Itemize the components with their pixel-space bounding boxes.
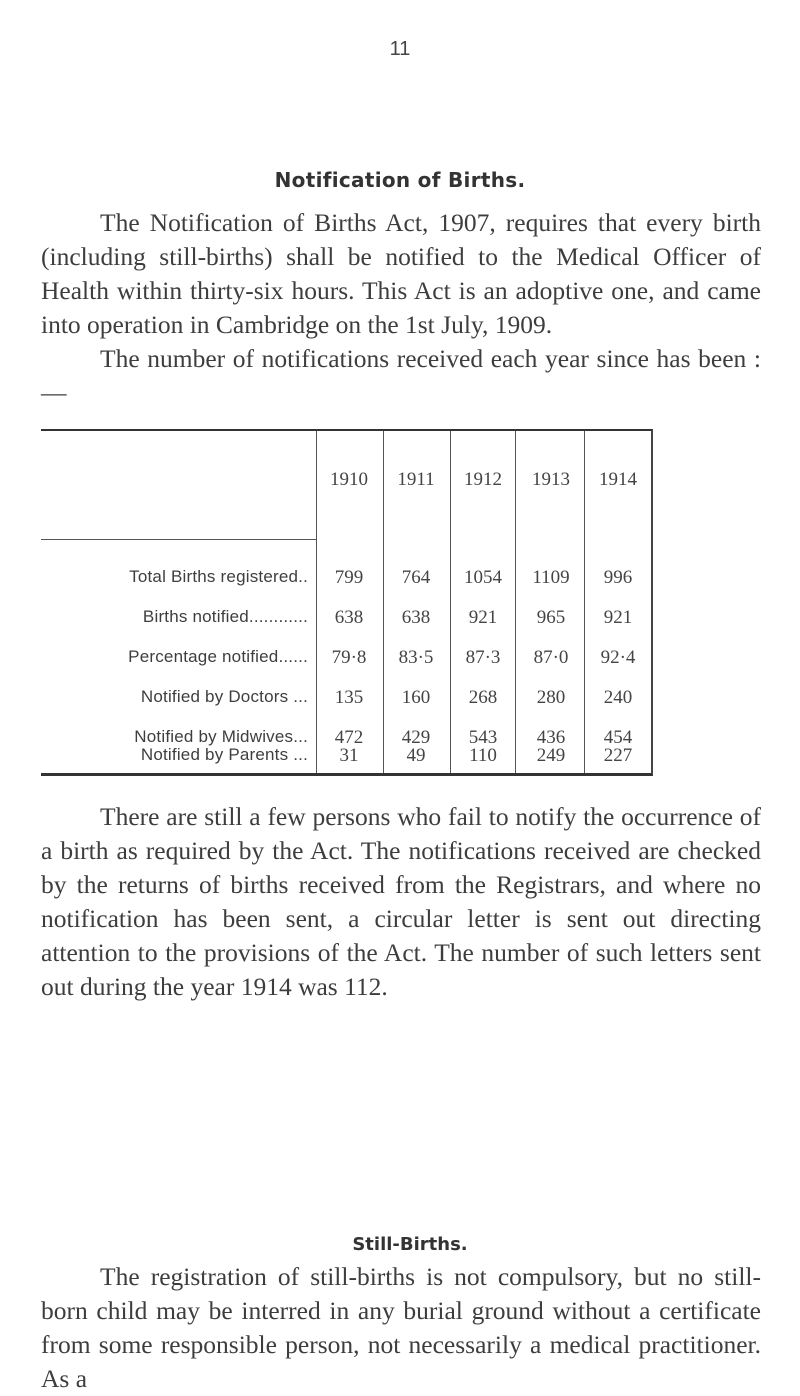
table-cell: 268: [468, 687, 498, 708]
section-heading-notification: Notification of Births.: [274, 168, 526, 192]
table-cell: 472: [334, 727, 364, 748]
table-cell: 436: [536, 727, 566, 748]
table-cell: 87·3: [465, 647, 501, 668]
page-number: 11: [389, 38, 411, 60]
table-cell: 83·5: [398, 647, 434, 668]
header-rule: [41, 539, 316, 540]
table-cell: 965: [536, 607, 566, 628]
table-cell: 638: [334, 607, 364, 628]
table-cell: 160: [401, 687, 431, 708]
table-cell: 240: [603, 687, 633, 708]
section-heading-still-births: Still-Births.: [352, 1234, 468, 1255]
table-cell: 280: [536, 687, 566, 708]
paragraph-followup: There are still a few persons who fail to notify the occurrence of a birth as required by the Act. The notifications received are checked by the returns of births received from the Registrars, and where no notification has been sent, a circular letter is sent out directing attention to the provisions of the Act. The number of such letters sent out during the year 1914 was 112.: [41, 802, 761, 1001]
table-cell: 249: [536, 745, 566, 766]
row-label: Births notified............: [142, 607, 308, 626]
table-cell: 135: [334, 687, 364, 708]
paragraph-still-births: The registration of still-births is not compulsory, but no still-born child may be interred in any burial ground without a certificate from some responsible person, not necessarily a medical practitioner. As a: [41, 1262, 761, 1393]
year-header: 1913: [532, 469, 570, 490]
table-cell: 429: [401, 727, 431, 748]
row-label: Notified by Parents ...: [140, 745, 308, 764]
table-cell: 764: [401, 567, 431, 588]
table-cell: 799: [334, 567, 364, 588]
table-cell: 1054: [464, 567, 502, 588]
table-cell: 1109: [532, 567, 570, 588]
year-header: 1912: [464, 469, 502, 490]
row-label: Percentage notified......: [128, 647, 308, 666]
row-label: Total Births registered..: [129, 567, 308, 586]
table-cell: 227: [603, 745, 633, 766]
table-cell: 921: [468, 607, 498, 628]
year-header: 1910: [330, 469, 368, 490]
table-cell: 543: [468, 727, 498, 748]
table-cell: 92·4: [600, 647, 636, 668]
table-cell: 49: [406, 745, 426, 766]
row-label: Notified by Doctors ...: [140, 687, 308, 706]
table-cell: 110: [469, 745, 497, 766]
notifications-table: [41, 429, 653, 776]
paragraph-act: The Notification of Births Act, 1907, requires that every birth (including still-births) shall be notified to the Medical Officer of Health within thirty-six hours. This Act is an adoptive one, and came into operation in Cambridge on the 1st July, 1909.: [41, 208, 761, 339]
table-cell: 638: [401, 607, 431, 628]
table-cell: 921: [603, 607, 633, 628]
year-header: 1911: [397, 469, 435, 490]
row-label: Notified by Midwives...: [134, 727, 308, 746]
year-header: 1914: [599, 469, 637, 490]
paragraph-intro-table: The number of notifications received each year since has been :—: [41, 344, 761, 407]
table-cell: 454: [603, 727, 633, 748]
table-cell: 79·8: [331, 647, 367, 668]
table-cell: 31: [339, 745, 359, 766]
table-cell: 87·0: [533, 647, 569, 668]
table-cell: 996: [603, 567, 633, 588]
